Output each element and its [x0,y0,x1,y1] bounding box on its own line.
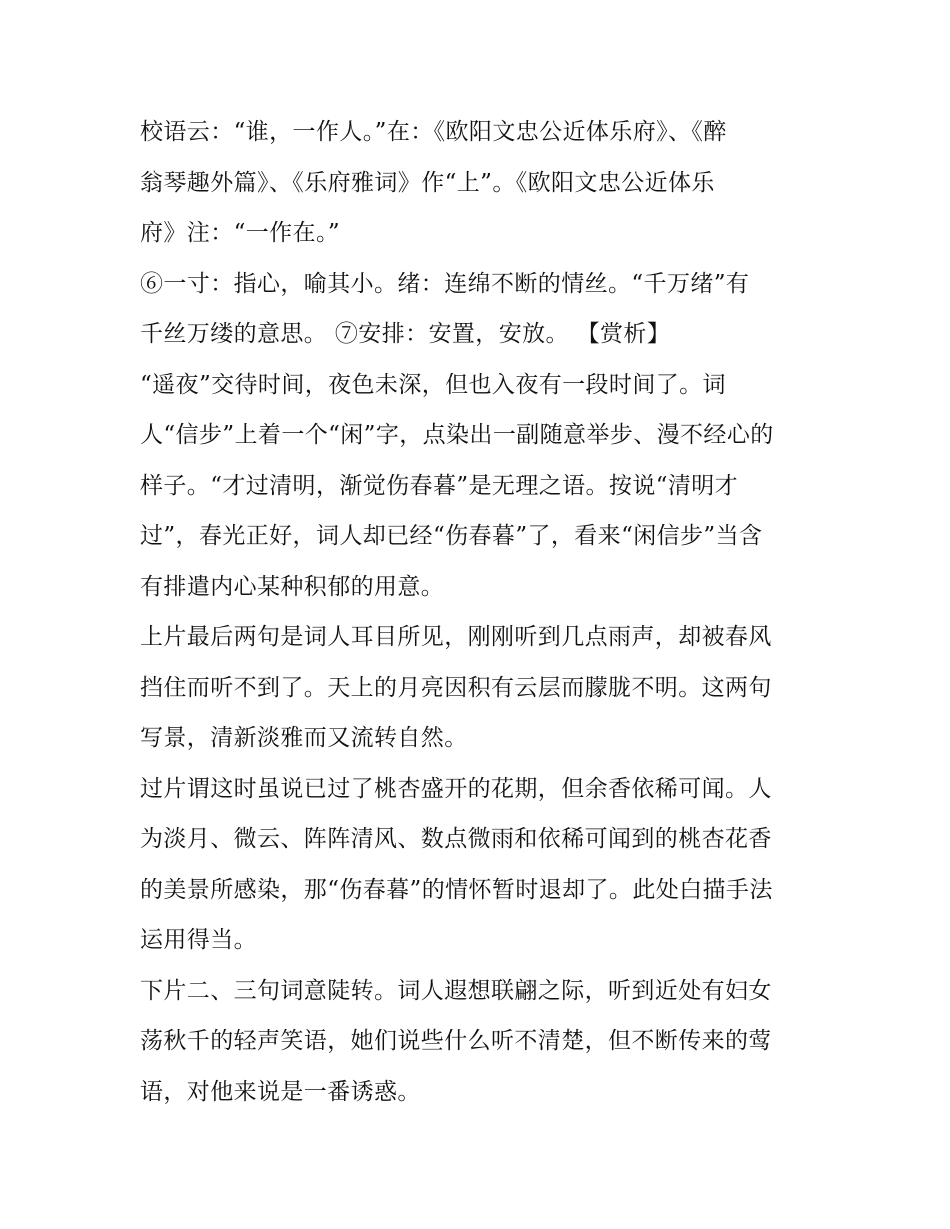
text-line: 有排遣内心某种积郁的用意。 [140,573,445,600]
text-line: 荡秋千的轻声笑语，她们说些什么听不清楚，但不断传来的莺 [140,1028,772,1054]
text-line: 样子。“才过清明，渐觉伤春暮”是无理之语。按说“清明才 [140,472,739,499]
text-line: 人“信步”上着一个“闲”字，点染出一副随意举步、漫不经心的 [140,422,774,448]
text-line: 的美景所感染，那“伤春暮”的情怀暂时退却了。此处白描手法 [140,876,773,903]
text-line: 过片谓这时虽说已过了桃杏盛开的花期，但余香依稀可闻。人 [140,775,772,802]
text-line: 运用得当。 [140,927,257,953]
document-body [140,107,820,1117]
text-line: 上片最后两句是词人耳目所见，刚刚听到几点雨声，却被春风 [140,624,772,650]
text-line: 挡住而听不到了。天上的月亮因积有云层而朦胧不明。这两句 [140,674,772,701]
text-line: 千丝万缕的意思。 ⑦安排：安置，安放。 【赏析】 [140,321,671,347]
text-line: 过”，春光正好，词人却已经“伤春暮”了，看来“闲信步”当含 [140,523,763,549]
text-line: 语，对他来说是一番诱惑。 [140,1078,421,1105]
text-line: 府》注：“一作在。” [140,220,341,246]
text-line: 下片二、三句词意陡转。词人遐想联翩之际，听到近处有妇女 [140,977,772,1004]
text-line: 写景，清新淡雅而又流转自然。 [140,725,468,751]
text-line: ⑥一寸：指心，喻其小。绪：连绵不断的情丝。“千万绪”有 [140,270,750,297]
text-line: 校语云：“谁，一作人。”在：《欧阳文忠公近体乐府》、《醉 [140,119,727,145]
text-line: 翁琴趣外篇》、《乐府雅词》作“上”。《欧阳文忠公近体乐 [140,169,715,196]
text-line: “遥夜”交待时间，夜色未深，但也入夜有一段时间了。词 [140,371,726,398]
text-line: 为淡月、微云、阵阵清风、数点微雨和依稀可闻到的桃杏花香 [140,826,772,852]
